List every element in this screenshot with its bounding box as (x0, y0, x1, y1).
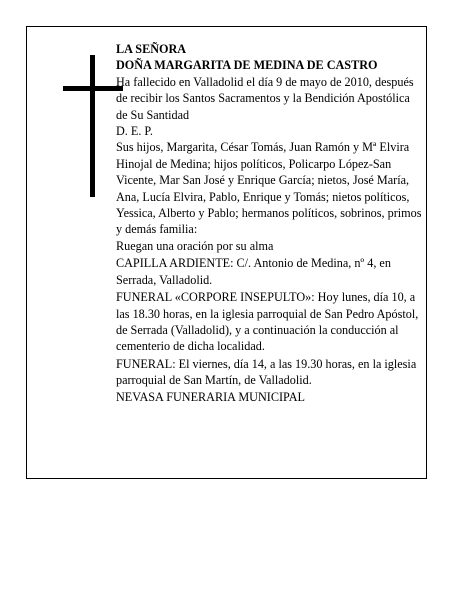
death-paragraph: Ha fallecido en Valladolid el día 9 de mayo de 2010, después de recibir los Santos Sacramentos y la Bendición Apostólica de Su Santidad (116, 74, 414, 122)
funeral-home-line: NEVASA FUNERARIA MUNICIPAL (116, 389, 305, 404)
funeral-paragraph: FUNERAL: El viernes, día 14, a las 19.30 horas, en la iglesia parroquial de San Martín, de Valladolid. (116, 356, 417, 388)
prayer-line: Ruegan una oración por su alma (116, 238, 274, 253)
notice-text (116, 41, 422, 405)
cross-stem (90, 55, 95, 197)
dep-line: D. E. P. (116, 124, 153, 139)
deceased-name: DOÑA MARGARITA DE MEDINA DE CASTRO (116, 58, 378, 73)
family-paragraph: Sus hijos, Margarita, César Tomás, Juan Ramón y Mª Elvira Hinojal de Medina; hijos políticos, Policarpo López-San Vicente, Mar San José y Enrique García; nietos, José María, Ana, Lucía Elvira, Pablo, Enrique y Tomás; nietos políticos, Yessica, Alberto y Pablo; hermanos políticos, sobrinos, primos y demás familia: (116, 140, 422, 237)
chapel-paragraph: CAPILLA ARDIENTE: C/. Antonio de Medina, nº 4, en Serrada, Valladolid. (116, 256, 391, 287)
obituary-notice (26, 26, 427, 479)
cross-icon (63, 55, 123, 197)
notice-title: LA SEÑORA (116, 42, 187, 56)
funeral-body-paragraph: FUNERAL «CORPORE INSEPULTO»: Hoy lunes, día 10, a las 18.30 horas, en la iglesia parroquial de San Pedro Apóstol, de Serrada (Valladolid), y a continuación la conducción al cementerio de dicha localidad. (116, 290, 419, 354)
cross-bar (63, 86, 123, 91)
